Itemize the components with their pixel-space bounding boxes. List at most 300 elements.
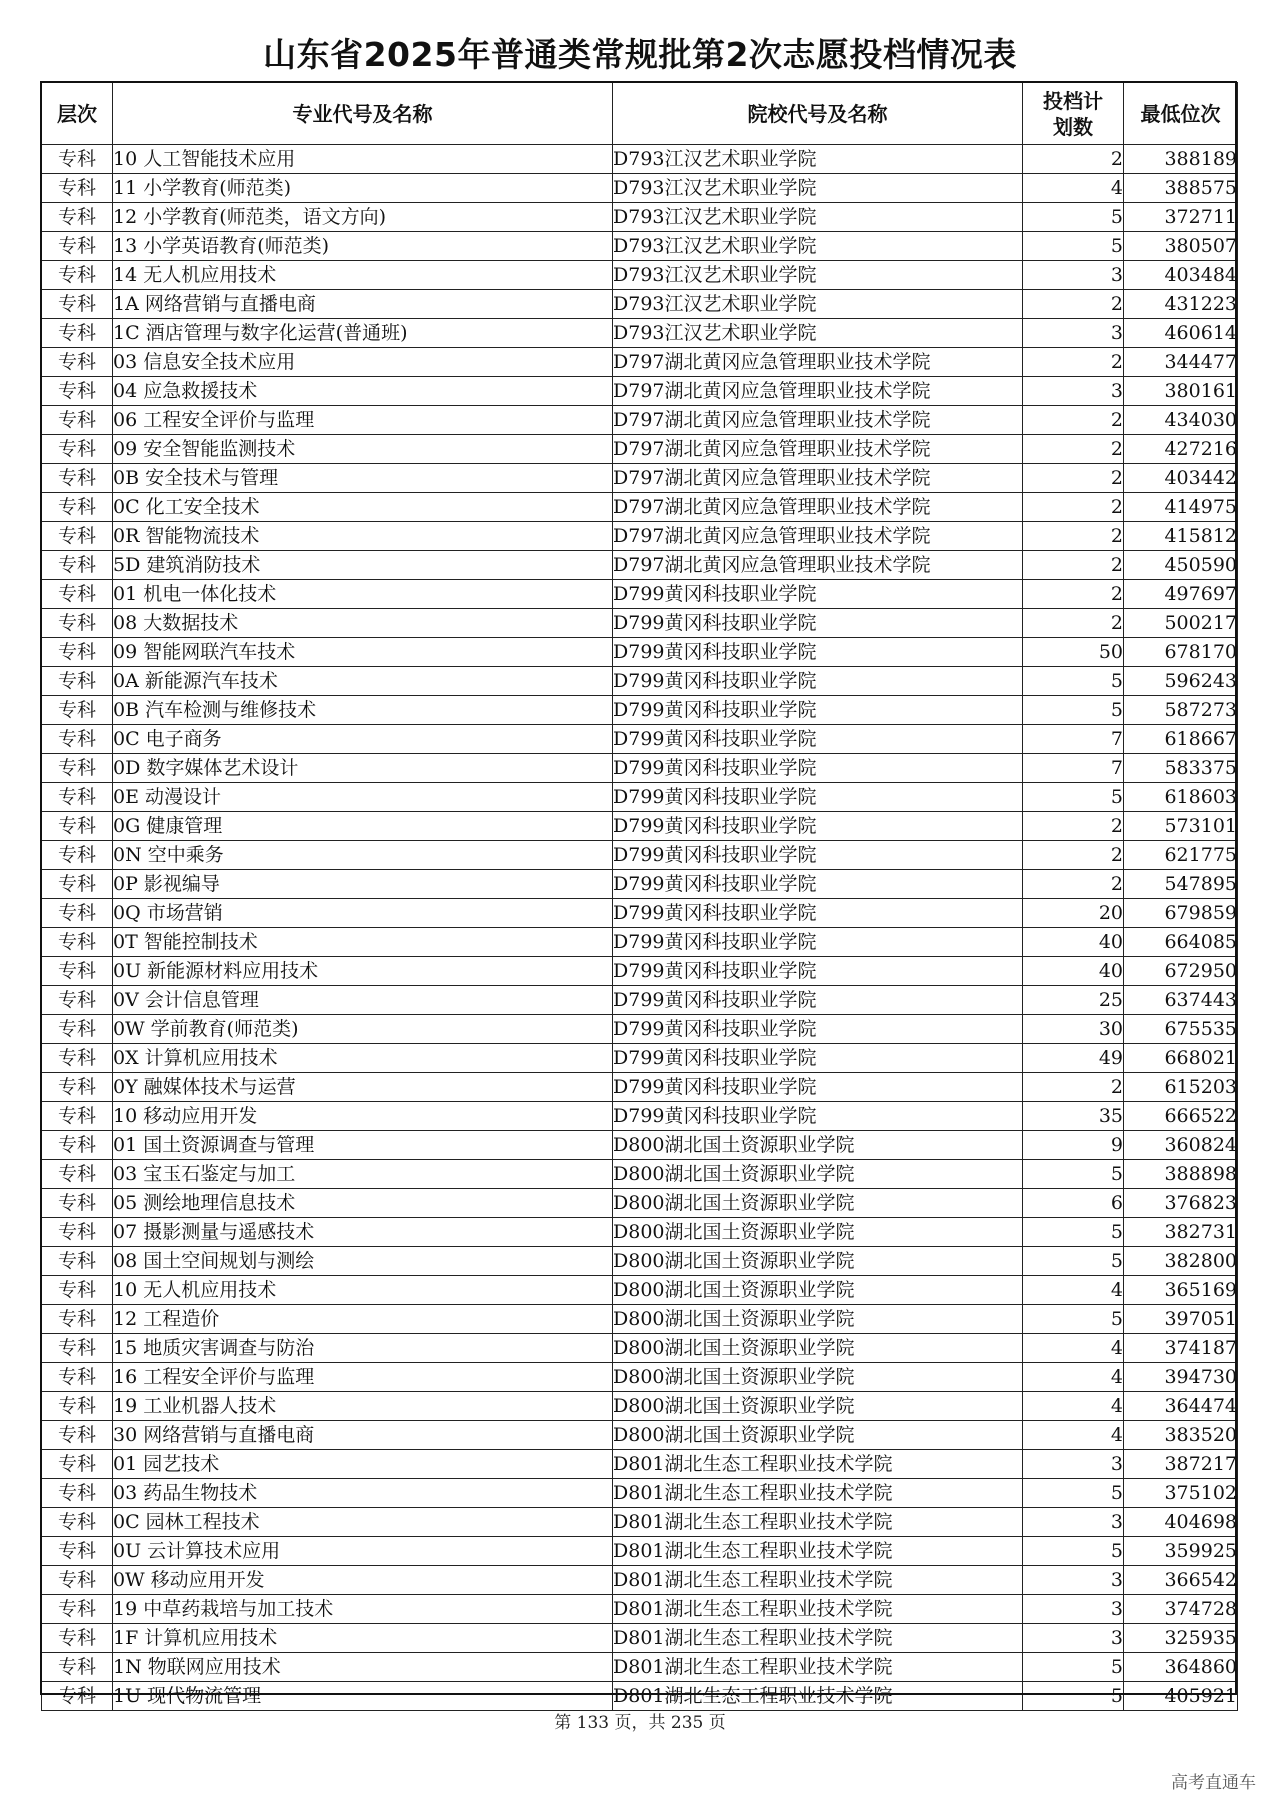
cell-school: D801湖北生态工程职业技术学院	[613, 1653, 1023, 1682]
cell-level: 专科	[42, 493, 113, 522]
cell-plan: 2	[1023, 348, 1124, 377]
cell-rank: 415812	[1124, 522, 1238, 551]
cell-level: 专科	[42, 1218, 113, 1247]
cell-level: 专科	[42, 1682, 113, 1711]
cell-rank: 405921	[1124, 1682, 1238, 1711]
cell-plan: 6	[1023, 1189, 1124, 1218]
cell-rank: 431223	[1124, 290, 1238, 319]
cell-major: 1N 物联网应用技术	[113, 1653, 613, 1682]
cell-rank: 383520	[1124, 1421, 1238, 1450]
cell-rank: 397051	[1124, 1305, 1238, 1334]
cell-major: 1A 网络营销与直播电商	[113, 290, 613, 319]
table-row	[42, 1160, 1238, 1189]
cell-plan: 5	[1023, 1537, 1124, 1566]
cell-major: 0W 学前教育(师范类)	[113, 1015, 613, 1044]
cell-rank: 380161	[1124, 377, 1238, 406]
cell-plan: 4	[1023, 1421, 1124, 1450]
header-school: 院校代号及名称	[613, 83, 1023, 145]
cell-level: 专科	[42, 1276, 113, 1305]
table-row	[42, 986, 1238, 1015]
cell-plan: 2	[1023, 435, 1124, 464]
table-row	[42, 1102, 1238, 1131]
cell-plan: 5	[1023, 1160, 1124, 1189]
cell-rank: 374728	[1124, 1595, 1238, 1624]
cell-school: D800湖北国土资源职业学院	[613, 1305, 1023, 1334]
cell-level: 专科	[42, 638, 113, 667]
cell-school: D800湖北国土资源职业学院	[613, 1218, 1023, 1247]
cell-school: D800湖北国土资源职业学院	[613, 1131, 1023, 1160]
cell-level: 专科	[42, 290, 113, 319]
table-row	[42, 1682, 1238, 1711]
cell-plan: 2	[1023, 145, 1124, 174]
cell-school: D799黄冈科技职业学院	[613, 609, 1023, 638]
cell-school: D793江汉艺术职业学院	[613, 232, 1023, 261]
cell-rank: 664085	[1124, 928, 1238, 957]
cell-rank: 388575	[1124, 174, 1238, 203]
cell-school: D793江汉艺术职业学院	[613, 174, 1023, 203]
table-row	[42, 464, 1238, 493]
cell-level: 专科	[42, 725, 113, 754]
cell-school: D797湖北黄冈应急管理职业技术学院	[613, 464, 1023, 493]
cell-rank: 364474	[1124, 1392, 1238, 1421]
cell-rank: 573101	[1124, 812, 1238, 841]
cell-rank: 344477	[1124, 348, 1238, 377]
cell-major: 0Q 市场营销	[113, 899, 613, 928]
cell-plan: 2	[1023, 609, 1124, 638]
cell-plan: 5	[1023, 1682, 1124, 1711]
cell-level: 专科	[42, 1595, 113, 1624]
cell-school: D799黄冈科技职业学院	[613, 1102, 1023, 1131]
cell-rank: 450590	[1124, 551, 1238, 580]
table-row	[42, 725, 1238, 754]
cell-school: D793江汉艺术职业学院	[613, 203, 1023, 232]
cell-level: 专科	[42, 1015, 113, 1044]
table-row	[42, 1247, 1238, 1276]
cell-school: D800湖北国土资源职业学院	[613, 1421, 1023, 1450]
cell-plan: 5	[1023, 1218, 1124, 1247]
cell-school: D797湖北黄冈应急管理职业技术学院	[613, 377, 1023, 406]
cell-plan: 7	[1023, 754, 1124, 783]
cell-level: 专科	[42, 783, 113, 812]
table-row	[42, 841, 1238, 870]
table-row	[42, 203, 1238, 232]
table-row	[42, 812, 1238, 841]
cell-level: 专科	[42, 754, 113, 783]
header-level: 层次	[42, 83, 113, 145]
cell-major: 1U 现代物流管理	[113, 1682, 613, 1711]
cell-major: 05 测绘地理信息技术	[113, 1189, 613, 1218]
cell-school: D793江汉艺术职业学院	[613, 145, 1023, 174]
table-row	[42, 1653, 1238, 1682]
cell-level: 专科	[42, 1160, 113, 1189]
cell-level: 专科	[42, 957, 113, 986]
table-row	[42, 435, 1238, 464]
cell-school: D800湖北国土资源职业学院	[613, 1247, 1023, 1276]
cell-school: D797湖北黄冈应急管理职业技术学院	[613, 406, 1023, 435]
cell-plan: 2	[1023, 493, 1124, 522]
header-plan-line2: 划数	[1053, 114, 1093, 139]
cell-school: D800湖北国土资源职业学院	[613, 1363, 1023, 1392]
cell-school: D797湖北黄冈应急管理职业技术学院	[613, 435, 1023, 464]
cell-rank: 388189	[1124, 145, 1238, 174]
cell-school: D799黄冈科技职业学院	[613, 1044, 1023, 1073]
cell-plan: 9	[1023, 1131, 1124, 1160]
cell-major: 0N 空中乘务	[113, 841, 613, 870]
cell-school: D800湖北国土资源职业学院	[613, 1189, 1023, 1218]
cell-plan: 30	[1023, 1015, 1124, 1044]
cell-plan: 3	[1023, 319, 1124, 348]
table-row	[42, 522, 1238, 551]
cell-rank: 374187	[1124, 1334, 1238, 1363]
cell-major: 15 地质灾害调查与防治	[113, 1334, 613, 1363]
cell-plan: 4	[1023, 1334, 1124, 1363]
cell-plan: 2	[1023, 1073, 1124, 1102]
cell-major: 19 中草药栽培与加工技术	[113, 1595, 613, 1624]
cell-level: 专科	[42, 609, 113, 638]
cell-rank: 596243	[1124, 667, 1238, 696]
header-plan	[1023, 83, 1124, 145]
cell-major: 0A 新能源汽车技术	[113, 667, 613, 696]
cell-rank: 359925	[1124, 1537, 1238, 1566]
cell-major: 01 园艺技术	[113, 1450, 613, 1479]
cell-plan: 2	[1023, 522, 1124, 551]
cell-school: D799黄冈科技职业学院	[613, 783, 1023, 812]
cell-major: 0V 会计信息管理	[113, 986, 613, 1015]
table-row	[42, 783, 1238, 812]
cell-school: D801湖北生态工程职业技术学院	[613, 1537, 1023, 1566]
cell-plan: 3	[1023, 261, 1124, 290]
cell-school: D797湖北黄冈应急管理职业技术学院	[613, 493, 1023, 522]
cell-level: 专科	[42, 928, 113, 957]
cell-major: 30 网络营销与直播电商	[113, 1421, 613, 1450]
cell-major: 0R 智能物流技术	[113, 522, 613, 551]
cell-rank: 666522	[1124, 1102, 1238, 1131]
cell-level: 专科	[42, 899, 113, 928]
table-row	[42, 1044, 1238, 1073]
table-row	[42, 1595, 1238, 1624]
cell-major: 03 信息安全技术应用	[113, 348, 613, 377]
cell-level: 专科	[42, 1421, 113, 1450]
cell-plan: 3	[1023, 1595, 1124, 1624]
table-row	[42, 928, 1238, 957]
cell-rank: 414975	[1124, 493, 1238, 522]
table-row	[42, 1073, 1238, 1102]
table-row	[42, 1218, 1238, 1247]
table-row	[42, 174, 1238, 203]
cell-major: 0U 新能源材料应用技术	[113, 957, 613, 986]
cell-school: D801湖北生态工程职业技术学院	[613, 1595, 1023, 1624]
cell-major: 0C 电子商务	[113, 725, 613, 754]
table-row	[42, 145, 1238, 174]
cell-plan: 2	[1023, 290, 1124, 319]
cell-major: 10 无人机应用技术	[113, 1276, 613, 1305]
table-row	[42, 1421, 1238, 1450]
cell-major: 03 药品生物技术	[113, 1479, 613, 1508]
cell-major: 12 小学教育(师范类，语文方向)	[113, 203, 613, 232]
cell-rank: 375102	[1124, 1479, 1238, 1508]
cell-level: 专科	[42, 1102, 113, 1131]
header-major: 专业代号及名称	[113, 83, 613, 145]
cell-major: 0C 化工安全技术	[113, 493, 613, 522]
cell-school: D800湖北国土资源职业学院	[613, 1334, 1023, 1363]
cell-level: 专科	[42, 232, 113, 261]
cell-rank: 587273	[1124, 696, 1238, 725]
cell-plan: 4	[1023, 1392, 1124, 1421]
cell-level: 专科	[42, 1653, 113, 1682]
cell-major: 1C 酒店管理与数字化运营(普通班)	[113, 319, 613, 348]
cell-plan: 2	[1023, 870, 1124, 899]
cell-level: 专科	[42, 1044, 113, 1073]
cell-school: D801湖北生态工程职业技术学院	[613, 1450, 1023, 1479]
cell-rank: 460614	[1124, 319, 1238, 348]
cell-school: D799黄冈科技职业学院	[613, 725, 1023, 754]
cell-rank: 387217	[1124, 1450, 1238, 1479]
header-plan-line1: 投档计	[1043, 88, 1103, 113]
cell-rank: 434030	[1124, 406, 1238, 435]
cell-level: 专科	[42, 1189, 113, 1218]
cell-plan: 5	[1023, 232, 1124, 261]
table-row	[42, 1131, 1238, 1160]
cell-major: 0P 影视编导	[113, 870, 613, 899]
cell-rank: 547895	[1124, 870, 1238, 899]
cell-school: D801湖北生态工程职业技术学院	[613, 1566, 1023, 1595]
cell-school: D801湖北生态工程职业技术学院	[613, 1682, 1023, 1711]
cell-rank: 403442	[1124, 464, 1238, 493]
cell-major: 08 大数据技术	[113, 609, 613, 638]
cell-major: 0W 移动应用开发	[113, 1566, 613, 1595]
cell-rank: 583375	[1124, 754, 1238, 783]
cell-school: D800湖北国土资源职业学院	[613, 1160, 1023, 1189]
cell-level: 专科	[42, 841, 113, 870]
table-row	[42, 580, 1238, 609]
cell-plan: 40	[1023, 928, 1124, 957]
cell-plan: 5	[1023, 1305, 1124, 1334]
cell-major: 0B 汽车检测与维修技术	[113, 696, 613, 725]
table-row	[42, 1624, 1238, 1653]
table-body	[42, 145, 1238, 1711]
cell-school: D799黄冈科技职业学院	[613, 754, 1023, 783]
cell-school: D797湖北黄冈应急管理职业技术学院	[613, 522, 1023, 551]
cell-major: 0T 智能控制技术	[113, 928, 613, 957]
cell-school: D799黄冈科技职业学院	[613, 812, 1023, 841]
table-row	[42, 493, 1238, 522]
cell-major: 04 应急救援技术	[113, 377, 613, 406]
table-row	[42, 638, 1238, 667]
table-row	[42, 957, 1238, 986]
table-row	[42, 870, 1238, 899]
cell-school: D799黄冈科技职业学院	[613, 870, 1023, 899]
cell-major: 03 宝玉石鉴定与加工	[113, 1160, 613, 1189]
cell-rank: 382800	[1124, 1247, 1238, 1276]
cell-rank: 372711	[1124, 203, 1238, 232]
table-row	[42, 377, 1238, 406]
cell-rank: 366542	[1124, 1566, 1238, 1595]
cell-level: 专科	[42, 261, 113, 290]
cell-plan: 2	[1023, 406, 1124, 435]
cell-rank: 615203	[1124, 1073, 1238, 1102]
header-row	[42, 83, 1238, 145]
cell-rank: 364860	[1124, 1653, 1238, 1682]
cell-major: 07 摄影测量与遥感技术	[113, 1218, 613, 1247]
cell-plan: 5	[1023, 203, 1124, 232]
cell-rank: 394730	[1124, 1363, 1238, 1392]
cell-plan: 3	[1023, 1450, 1124, 1479]
cell-plan: 5	[1023, 783, 1124, 812]
table-row	[42, 1276, 1238, 1305]
watermark: 高考直通车	[1171, 1773, 1256, 1793]
cell-major: 01 机电一体化技术	[113, 580, 613, 609]
cell-plan: 35	[1023, 1102, 1124, 1131]
cell-level: 专科	[42, 667, 113, 696]
cell-rank: 678170	[1124, 638, 1238, 667]
cell-level: 专科	[42, 464, 113, 493]
cell-rank: 618667	[1124, 725, 1238, 754]
table-row	[42, 696, 1238, 725]
cell-major: 1F 计算机应用技术	[113, 1624, 613, 1653]
cell-rank: 621775	[1124, 841, 1238, 870]
cell-school: D801湖北生态工程职业技术学院	[613, 1508, 1023, 1537]
cell-rank: 404698	[1124, 1508, 1238, 1537]
cell-level: 专科	[42, 1392, 113, 1421]
cell-school: D801湖北生态工程职业技术学院	[613, 1624, 1023, 1653]
cell-plan: 3	[1023, 1566, 1124, 1595]
cell-level: 专科	[42, 203, 113, 232]
cell-rank: 672950	[1124, 957, 1238, 986]
cell-major: 01 国土资源调查与管理	[113, 1131, 613, 1160]
page-title: 山东省2025年普通类常规批第2次志愿投档情况表	[263, 35, 1017, 74]
cell-level: 专科	[42, 406, 113, 435]
cell-major: 0B 安全技术与管理	[113, 464, 613, 493]
cell-rank: 403484	[1124, 261, 1238, 290]
cell-level: 专科	[42, 1566, 113, 1595]
cell-level: 专科	[42, 986, 113, 1015]
cell-rank: 637443	[1124, 986, 1238, 1015]
cell-plan: 2	[1023, 841, 1124, 870]
cell-rank: 500217	[1124, 609, 1238, 638]
table-row	[42, 348, 1238, 377]
table-row	[42, 406, 1238, 435]
cell-major: 19 工业机器人技术	[113, 1392, 613, 1421]
cell-school: D799黄冈科技职业学院	[613, 986, 1023, 1015]
table-row	[42, 754, 1238, 783]
cell-plan: 5	[1023, 696, 1124, 725]
cell-rank: 376823	[1124, 1189, 1238, 1218]
table-header	[42, 83, 1238, 145]
cell-plan: 3	[1023, 377, 1124, 406]
cell-rank: 360824	[1124, 1131, 1238, 1160]
cell-major: 0Y 融媒体技术与运营	[113, 1073, 613, 1102]
cell-major: 14 无人机应用技术	[113, 261, 613, 290]
cell-plan: 3	[1023, 1624, 1124, 1653]
cell-school: D799黄冈科技职业学院	[613, 1073, 1023, 1102]
cell-level: 专科	[42, 1073, 113, 1102]
cell-school: D793江汉艺术职业学院	[613, 319, 1023, 348]
table-row	[42, 1305, 1238, 1334]
cell-level: 专科	[42, 812, 113, 841]
table-row	[42, 319, 1238, 348]
cell-rank: 675535	[1124, 1015, 1238, 1044]
cell-major: 0G 健康管理	[113, 812, 613, 841]
table-row	[42, 899, 1238, 928]
cell-major: 13 小学英语教育(师范类)	[113, 232, 613, 261]
cell-major: 08 国土空间规划与测绘	[113, 1247, 613, 1276]
cell-plan: 2	[1023, 464, 1124, 493]
cell-major: 12 工程造价	[113, 1305, 613, 1334]
cell-major: 11 小学教育(师范类)	[113, 174, 613, 203]
cell-plan: 2	[1023, 580, 1124, 609]
page-footer: 第 133 页，共 235 页	[554, 1713, 726, 1733]
table-row	[42, 1015, 1238, 1044]
cell-level: 专科	[42, 551, 113, 580]
header-rank: 最低位次	[1124, 83, 1238, 145]
cell-major: 10 人工智能技术应用	[113, 145, 613, 174]
cell-rank: 497697	[1124, 580, 1238, 609]
cell-level: 专科	[42, 1450, 113, 1479]
cell-rank: 380507	[1124, 232, 1238, 261]
cell-rank: 427216	[1124, 435, 1238, 464]
cell-level: 专科	[42, 580, 113, 609]
cell-level: 专科	[42, 435, 113, 464]
cell-school: D793江汉艺术职业学院	[613, 290, 1023, 319]
cell-school: D799黄冈科技职业学院	[613, 957, 1023, 986]
cell-plan: 20	[1023, 899, 1124, 928]
cell-level: 专科	[42, 1131, 113, 1160]
table-row	[42, 667, 1238, 696]
cell-level: 专科	[42, 522, 113, 551]
table-row	[42, 1566, 1238, 1595]
cell-school: D793江汉艺术职业学院	[613, 261, 1023, 290]
cell-school: D801湖北生态工程职业技术学院	[613, 1479, 1023, 1508]
cell-school: D799黄冈科技职业学院	[613, 841, 1023, 870]
cell-rank: 618603	[1124, 783, 1238, 812]
cell-school: D800湖北国土资源职业学院	[613, 1276, 1023, 1305]
cell-level: 专科	[42, 1508, 113, 1537]
cell-rank: 668021	[1124, 1044, 1238, 1073]
cell-plan: 40	[1023, 957, 1124, 986]
table-row	[42, 1479, 1238, 1508]
cell-plan: 5	[1023, 1247, 1124, 1276]
cell-rank: 325935	[1124, 1624, 1238, 1653]
cell-plan: 2	[1023, 812, 1124, 841]
cell-rank: 365169	[1124, 1276, 1238, 1305]
cell-plan: 2	[1023, 551, 1124, 580]
table-row	[42, 1508, 1238, 1537]
table-row	[42, 290, 1238, 319]
admission-table	[41, 82, 1238, 1711]
cell-rank: 679859	[1124, 899, 1238, 928]
cell-level: 专科	[42, 696, 113, 725]
table-row	[42, 232, 1238, 261]
table-row	[42, 1392, 1238, 1421]
cell-major: 0U 云计算技术应用	[113, 1537, 613, 1566]
cell-plan: 3	[1023, 1508, 1124, 1537]
cell-level: 专科	[42, 319, 113, 348]
table-row	[42, 261, 1238, 290]
cell-plan: 4	[1023, 1276, 1124, 1305]
cell-plan: 4	[1023, 174, 1124, 203]
table-row	[42, 609, 1238, 638]
cell-level: 专科	[42, 1363, 113, 1392]
cell-school: D797湖北黄冈应急管理职业技术学院	[613, 348, 1023, 377]
cell-school: D799黄冈科技职业学院	[613, 580, 1023, 609]
cell-major: 10 移动应用开发	[113, 1102, 613, 1131]
table-row	[42, 551, 1238, 580]
cell-plan: 5	[1023, 1479, 1124, 1508]
cell-school: D797湖北黄冈应急管理职业技术学院	[613, 551, 1023, 580]
table-row	[42, 1537, 1238, 1566]
cell-school: D799黄冈科技职业学院	[613, 899, 1023, 928]
cell-level: 专科	[42, 174, 113, 203]
